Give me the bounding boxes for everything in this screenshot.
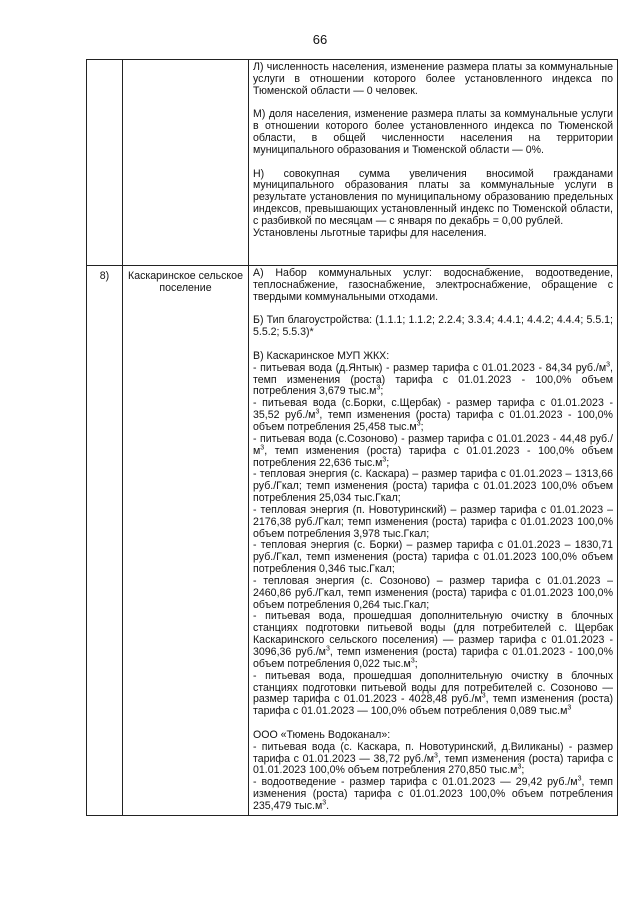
tariff-table [86,59,618,816]
cell-indicators [249,60,618,266]
purified-water-sozonovo: - питьевая вода, прошедшая дополнительную очистку в блочных станциях подготовки питьевой воды для потребителей с. Созоново — размер тарифа с 01.01.2023 - 4028,48 $руб./м^3$, темп изменения (роста) тарифа с 01.01.2023 — 100,0% объем потребления 0,089 $тыс.м^3$ [253,669,613,718]
heat-item-sozonovo: - тепловая энергия (с. Созоново) – размер тарифа с 01.01.2023 – 2460,86 руб./Гкал, темп изменения (роста) тарифа с 01.01.2023 100,0% объем потребления 0,264 тыс.Гкал; [253,574,613,611]
paragraph-v-title: В) Каскаринское МУП ЖКХ: [253,349,390,362]
heat-item-novoturinsky: - тепловая энергия (п. Новотуринский) – размер тарифа с 01.01.2023 – 2176,38 руб./Гкал; темп изменения (роста) тарифа с 01.01.2023 100,0% объем потребления 3,978 тыс.Гкал; [253,503,613,540]
paragraph-benefit: Установлены льготные тарифы для населения. [253,226,487,239]
heat-item-borki: - тепловая энергия (с. Борки) – размер тарифа с 01.01.2023 – 1830,71 руб./Гкал, темп изменения (роста) тарифа с 01.01.2023 100,0% объем потребления 0,346 тыс.Гкал; [253,539,613,576]
cell-number-empty [87,60,123,266]
water-item-sozonovo: - питьевая вода (с.Созоново) - размер тарифа с 01.01.2023 - 44,48 $руб./м^3$, темп изменения (роста) тарифа с 01.01.2023 - 100,0% объем потребления 22,636 $тыс.м^3$; [253,432,613,469]
heat-item-kaskara: - тепловая энергия (с. Каскара) – размер тарифа с 01.01.2023 – 1313,66 руб./Гкал; темп изменения (роста) тарифа с 01.01.2023 100,0% объем потребления 25,034 тыс.Гкал; [253,468,613,505]
purified-water-scherbak: - питьевая вода, прошедшая дополнительную очистку в блочных станциях подготовки питьевой воды (для потребителей с. Щербак Каскаринского сельского поселения) — размер тарифа с 01.01.2023 - 3096,36 $руб./м^3$, темп изменения (роста) тарифа с 01.01.2023 - 100,0% объем потребления 0,022 $тыс.м^3$; [253,610,613,670]
paragraph-m: М) доля населения, изменение размера платы за коммунальные услуги в отношении которого более установленного индекса по Тюменской области, в общей численности населения на территории муниципального образования и Тюменской области — 0%. [253,108,613,156]
cell-place-empty [123,60,249,266]
water-item-borki: - питьевая вода (с.Борки, с.Щербак) - размер тарифа с 01.01.2023 - 35,52 $руб./м^3$, темп изменения (роста) тарифа с 01.01.2023 - 100,0% объем потребления 25,458 $тыс.м^3$; [253,397,613,433]
row-number: 8) [87,266,123,816]
ooo-title: ООО «Тюмень Водоканал»: [253,728,391,741]
ooo-sewer-item: - водоотведение - размер тарифа с 01.01.2023 — 29,42 $руб./м^3$, темп изменения (роста) тарифа с 01.01.2023 100,0% объем потребления 235,479 $тыс.м^3$. [253,775,613,812]
table-row-continuation [87,60,618,266]
paragraph-a: А) Набор коммунальных услуг: водоснабжение, водоотведение, теплоснабжение, газоснабжение, электроснабжение, обращение с твердыми коммунальными отходами. [253,267,613,303]
page-number: 66 [312,32,328,47]
table-row-kaskarinskoe [87,266,618,816]
paragraph-l: Л) численность населения, изменение размера платы за коммунальные услуги в отношении которого более установленного индекса по Тюменской области — 0 человек. [253,61,613,97]
cell-tariffs [249,266,618,816]
water-item-yantyk: - питьевая вода (д.Янтык) - размер тарифа с 01.01.2023 - 84,34 $руб./м^3$, темп изменения (роста) тарифа с 01.01.2023 - 100,0% объем потребления 3,679 $тыс.м^3$; [253,361,613,398]
paragraph-b: Б) Тип благоустройства: (1.1.1; 1.1.2; 2.2.4; 3.3.4; 4.4.1; 4.4.2; 4.4.4; 5.5.1; 5.5.2; 5.5.3)* [253,314,613,339]
paragraph-n: Н) совокупная сумма увеличения вносимой гражданами муниципального образования платы за коммунальные услуги в результате установления по муниципальному образованию предельных индексов, превышающих установленный индекс по Тюменской области, с разбивкой по месяцам — с января по декабрь = 0,00 рублей. [253,167,613,227]
ooo-water-item: - питьевая вода (с. Каскара, п. Новотуринский, д.Виликаны) - размер тарифа с 01.01.2023 — 38,72 $руб./м^3$, темп изменения (роста) тарифа с 01.01.2023 100,0% объем потребления 270,850 $тыс.м^3$; [253,740,613,777]
settlement-name: Каскаринское сельское поселение [123,266,249,816]
